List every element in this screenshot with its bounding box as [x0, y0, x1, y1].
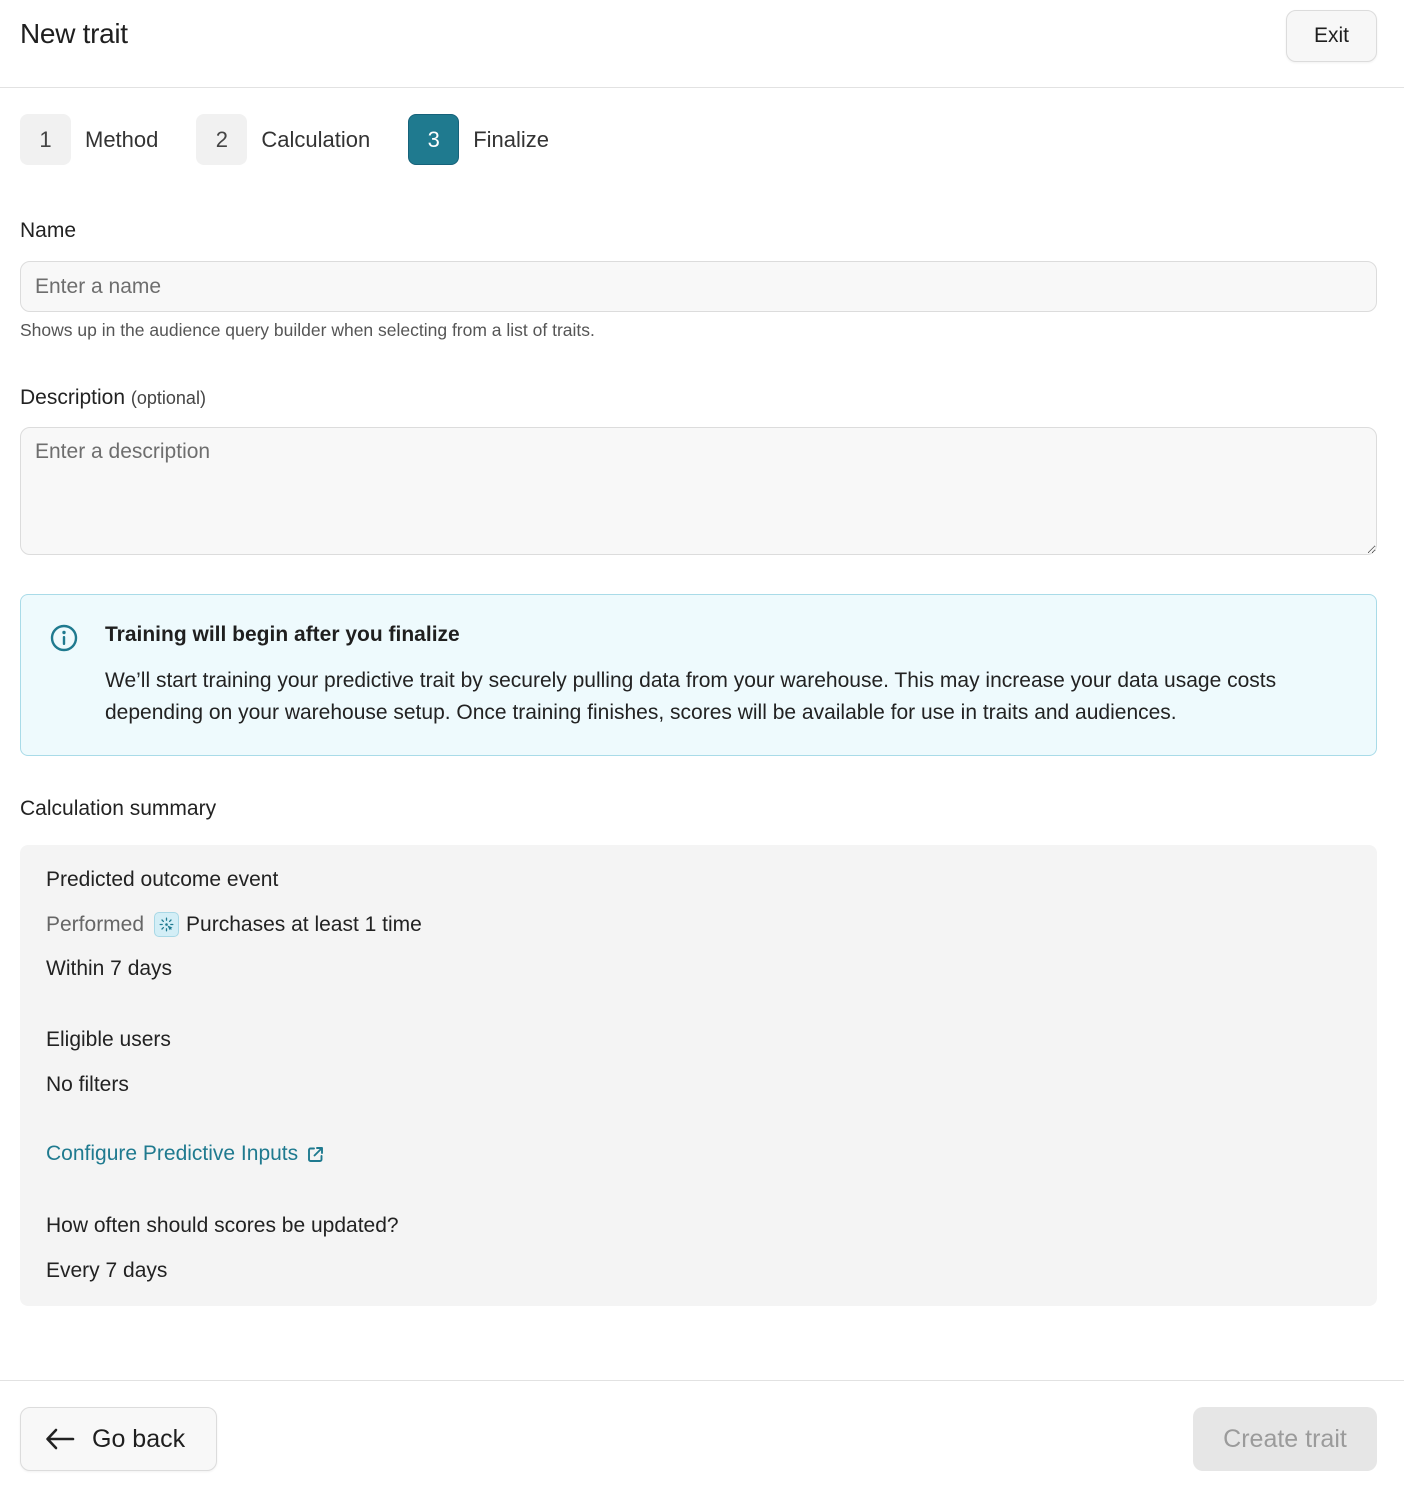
outcome-window: Within 7 days — [46, 957, 173, 980]
step-label: Finalize — [473, 126, 550, 152]
summary-heading: Calculation summary — [20, 797, 217, 820]
name-label: Name — [20, 219, 77, 242]
go-back-button[interactable] — [20, 1407, 217, 1471]
exit-button[interactable]: Exit — [1286, 10, 1377, 62]
outcome-event-row — [46, 912, 422, 937]
step-finalize[interactable] — [408, 114, 549, 165]
configure-inputs-link[interactable] — [46, 1142, 325, 1166]
footer — [0, 1380, 1404, 1486]
description-input[interactable] — [20, 427, 1377, 555]
step-number: 1 — [20, 114, 71, 165]
stepper — [20, 114, 587, 165]
step-label: Method — [85, 126, 159, 152]
performed-label: Performed — [46, 912, 145, 936]
step-number: 2 — [196, 114, 247, 165]
event-click-icon — [154, 912, 179, 937]
outcome-heading: Predicted outcome event — [46, 868, 279, 891]
go-back-label: Go back — [92, 1424, 186, 1453]
step-calculation[interactable] — [196, 114, 370, 165]
create-trait-button[interactable]: Create trait — [1193, 1407, 1377, 1471]
callout-title: Training will begin after you finalize — [105, 623, 460, 646]
step-label: Calculation — [261, 126, 371, 152]
eligible-heading: Eligible users — [46, 1028, 171, 1051]
configure-link-label: Configure Predictive Inputs — [46, 1142, 299, 1165]
external-link-icon — [306, 1145, 325, 1164]
name-help-text: Shows up in the audience query builder when selecting from a list of traits. — [20, 320, 595, 340]
frequency-heading: How often should scores be updated? — [46, 1214, 399, 1237]
step-number-active: 3 — [408, 114, 459, 165]
description-label-text: Description — [20, 386, 126, 409]
step-method[interactable] — [20, 114, 158, 165]
callout-body: We’ll start training your predictive trait by securely pulling data from your warehouse. This may increase your data usage costs depending on your warehouse setup. Once training finishes, scores will be available for use in traits and audiences. — [105, 669, 1277, 724]
header — [0, 0, 1404, 88]
page-title: New trait — [20, 18, 128, 49]
info-callout — [20, 594, 1377, 756]
name-input[interactable] — [20, 261, 1377, 312]
calculation-summary — [20, 845, 1377, 1306]
frequency-value: Every 7 days — [46, 1259, 168, 1282]
info-circle-icon — [49, 623, 79, 653]
event-text: Purchases at least 1 time — [186, 912, 422, 936]
arrow-left-icon — [45, 1428, 75, 1450]
description-label — [20, 386, 206, 410]
optional-tag: (optional) — [130, 388, 206, 408]
eligible-value: No filters — [46, 1073, 129, 1096]
